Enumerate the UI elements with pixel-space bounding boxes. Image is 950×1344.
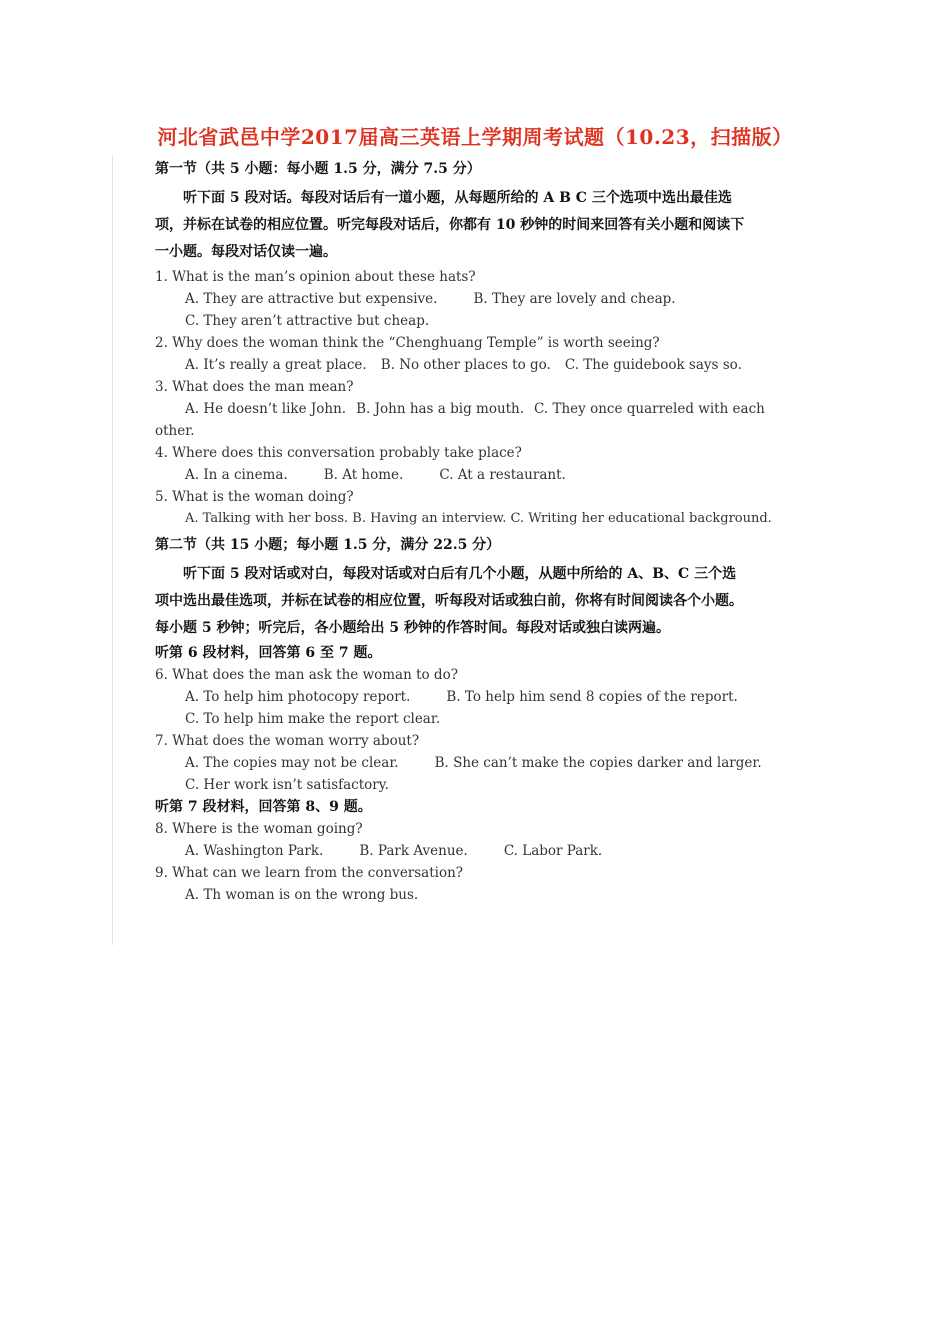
document-title: 河北省武邑中学2017届高三英语上学期周考试题（10.23，扫描版）	[157, 125, 793, 149]
option-c: C. The guidebook says so.	[564, 357, 742, 373]
question-7-options-2	[155, 774, 745, 796]
option-a: A. They are attractive but expensive.	[185, 291, 438, 307]
options-line: A. Talking with her boss. B. Having an interview. C. Writing her educational background.	[185, 511, 772, 526]
question-1-options	[155, 288, 745, 310]
question-9: 9. What can we learn from the conversation?	[155, 865, 464, 881]
question-2-options	[155, 354, 745, 376]
option-b: B. To help him send 8 copies of the report.	[446, 689, 738, 705]
question-7-options	[155, 752, 762, 774]
option-b: B. She can’t make the copies darker and larger.	[434, 755, 762, 771]
question-5-options	[155, 508, 772, 530]
question-8: 8. Where is the woman going?	[155, 821, 363, 837]
section-1-heading: 第一节（共 5 小题：每小题 1.5 分，满分 7.5 分）	[155, 161, 481, 177]
option-c: C. Her work isn’t satisfactory.	[185, 777, 389, 793]
option-b: B. John has a big mouth.	[356, 401, 525, 417]
option-a: A. To help him photocopy report.	[185, 689, 411, 705]
material-6-heading: 听第 6 段材料，回答第 6 至 7 题。	[155, 645, 382, 661]
question-6-options	[155, 686, 745, 708]
option-c: C. They aren’t attractive but cheap.	[185, 313, 430, 329]
option-a: A. The copies may not be clear.	[185, 755, 399, 771]
option-a: A. Th woman is on the wrong bus.	[185, 887, 419, 903]
question-4-options	[155, 464, 745, 486]
option-c: C. To help him make the report clear.	[185, 711, 441, 727]
section-1-instruction: 听下面 5 段对话。每段对话后有一道小题，从每题所给的 A B C 三个选项中选出最佳选项，并标在试卷的相应位置。听完每段对话后，你都有 10 秒钟的时间来回答有关小题和阅读下一小题。每段对话仅读一遍。	[155, 190, 745, 260]
question-3: 3. What does the man mean?	[155, 379, 354, 395]
question-2: 2. Why does the woman think the “Chenghuang Temple” is worth seeing?	[155, 335, 660, 351]
option-b: B. At home.	[323, 467, 404, 483]
option-c: C. Labor Park.	[503, 843, 603, 859]
exam-content	[155, 158, 772, 906]
option-a: A. It’s really a great place.	[185, 357, 367, 373]
question-6-options-2	[155, 708, 745, 730]
question-5: 5. What is the woman doing?	[155, 489, 354, 505]
question-8-options	[155, 840, 745, 862]
question-9-options	[155, 884, 745, 906]
option-a: A. Washington Park.	[185, 843, 324, 859]
option-a: A. He doesn’t like John.	[185, 401, 347, 417]
option-a: A. In a cinema.	[185, 467, 288, 483]
option-c: C. At a restaurant.	[439, 467, 566, 483]
question-1-options-2	[155, 310, 745, 332]
option-c: C. They once quarreled with each	[534, 401, 765, 417]
question-1: 1. What is the man’s opinion about these hats?	[155, 269, 476, 285]
question-6: 6. What does the man ask the woman to do?	[155, 667, 458, 683]
material-7-heading: 听第 7 段材料，回答第 8、9 题。	[155, 799, 372, 815]
section-2-instruction: 听下面 5 段对话或对白，每段对话或对白后有几个小题，从题中所给的 A、B、C 三个选项中选出最佳选项，并标在试卷的相应位置，听每段对话或独白前，你将有时间阅读各个小题。每小题 5 秒钟；听完后，各小题给出 5 秒钟的作答时间。每段对话或独白读两遍。	[155, 566, 743, 636]
section-2-heading: 第二节（共 15 小题；每小题 1.5 分，满分 22.5 分）	[155, 537, 501, 553]
question-7: 7. What does the woman worry about?	[155, 733, 420, 749]
question-3-option-c-continued: other.	[155, 423, 195, 439]
question-4: 4. Where does this conversation probably take place?	[155, 445, 522, 461]
option-b: B. No other places to go.	[380, 357, 551, 373]
option-b: B. Park Avenue.	[359, 843, 468, 859]
question-3-options	[155, 398, 765, 420]
option-b: B. They are lovely and cheap.	[473, 291, 676, 307]
